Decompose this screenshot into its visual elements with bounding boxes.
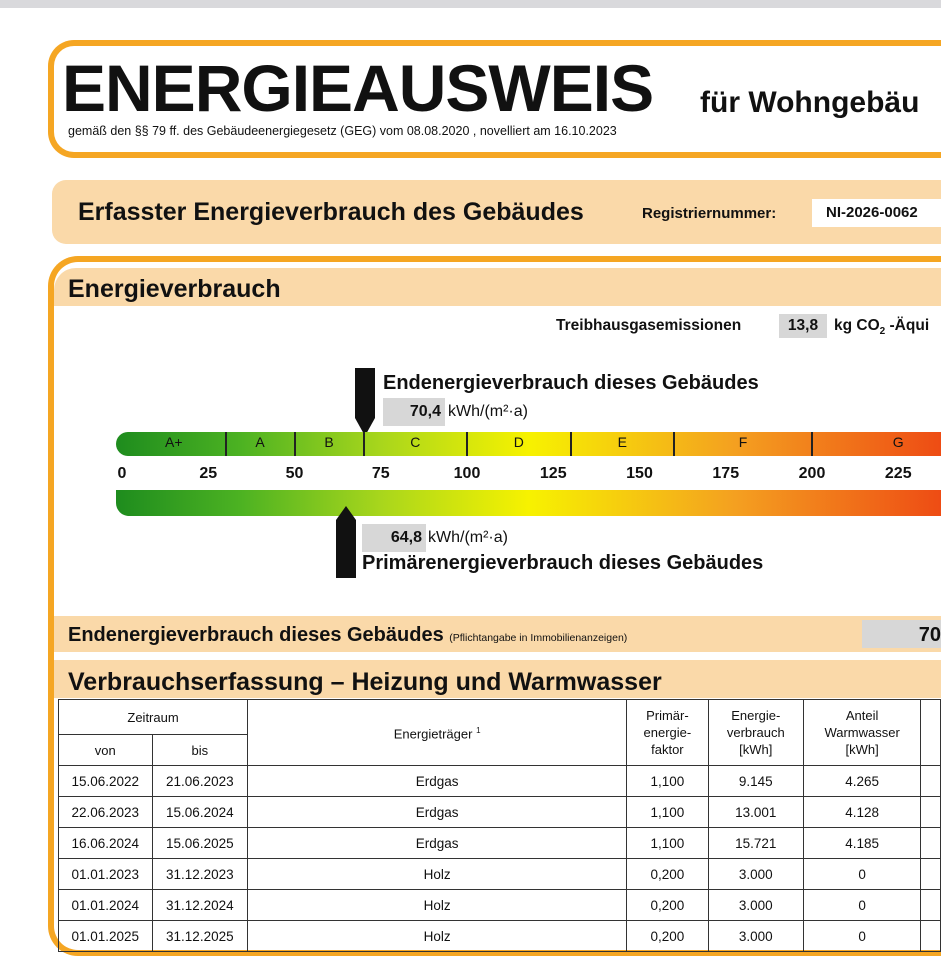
table-row — [59, 890, 941, 921]
document-subtitle: für Wohngebäu — [700, 86, 920, 119]
scale-tick: 150 — [626, 465, 653, 482]
end-energy-row — [54, 616, 941, 652]
energy-class-label: C — [410, 434, 421, 450]
energy-class-label: D — [513, 434, 524, 450]
cell-carrier: Erdgas — [248, 797, 627, 828]
primary-energy-unit: kWh/(m²·a) — [428, 529, 508, 546]
cell-to: 31.12.2025 — [152, 921, 248, 952]
cell-factor: 1,100 — [627, 766, 708, 797]
energy-class-label: E — [617, 434, 627, 450]
cell-consumption: 9.145 — [708, 766, 803, 797]
table-row — [59, 797, 941, 828]
energy-class-separator — [673, 432, 675, 456]
energy-class-label: A+ — [164, 434, 183, 450]
ghg-label: Treibhausgasemissionen — [556, 317, 742, 334]
cell-factor: 0,200 — [627, 890, 708, 921]
cell-consumption: 3.000 — [708, 921, 803, 952]
header-factor: Primär- energie- faktor — [627, 700, 708, 766]
scale-tick: 50 — [285, 465, 304, 482]
ghg-unit: kg $CO_2$ -Äqui — [834, 317, 930, 338]
section-energieverbrauch: Energieverbrauch — [54, 268, 941, 306]
cell-from: 01.01.2025 — [59, 921, 153, 952]
energy-class-label: B — [324, 434, 334, 450]
energy-class-separator — [811, 432, 813, 456]
cell-water: 0 — [803, 921, 920, 952]
energy-class-scale — [116, 432, 941, 456]
cell-factor: 1,100 — [627, 797, 708, 828]
cell-carrier: Holz — [248, 859, 627, 890]
end-energy-value: 70,4 — [383, 398, 445, 426]
cell-water: 0 — [803, 890, 920, 921]
energy-gradient-bar — [116, 490, 941, 516]
registration-number: NI-2026-0062 — [812, 199, 941, 227]
top-edge — [0, 0, 941, 8]
cell-consumption: 3.000 — [708, 890, 803, 921]
cell-consumption: 15.721 — [708, 828, 803, 859]
consumption-table — [58, 699, 941, 952]
registration-label: Registriernummer: — [642, 205, 777, 222]
cell-from: 16.06.2024 — [59, 828, 153, 859]
energy-class-separator — [570, 432, 572, 456]
ghg-value: 13,8 — [779, 314, 827, 338]
cell-carrier: Holz — [248, 921, 627, 952]
scale-tick: 75 — [371, 465, 390, 482]
cell-to: 15.06.2025 — [152, 828, 248, 859]
energy-class-separator — [225, 432, 227, 456]
end-energy-row-label: Endenergieverbrauch dieses Gebäudes — [68, 624, 444, 646]
scale-tick: 125 — [539, 465, 567, 482]
cell-from: 22.06.2023 — [59, 797, 153, 828]
energy-class-separator — [466, 432, 468, 456]
end-energy-row-value: 70 — [862, 620, 941, 648]
legal-basis-text: gemäß den §§ 79 ff. des Gebäudeenergiegesetz (GEG) vom 08.08.2020 , novelliert am 16.10.2023 — [68, 124, 617, 138]
cell-from: 15.06.2022 — [59, 766, 153, 797]
cell-extra — [921, 797, 941, 828]
cell-to: 15.06.2024 — [152, 797, 248, 828]
table-row — [59, 921, 941, 952]
end-energy-marker-icon — [350, 368, 380, 438]
header-carrier: Energieträger $^1$ — [248, 700, 627, 766]
table-row — [59, 828, 941, 859]
band-title: Erfasster Energieverbrauch des Gebäudes — [78, 198, 584, 226]
cell-carrier: Holz — [248, 890, 627, 921]
cell-from: 01.01.2024 — [59, 890, 153, 921]
energy-class-label: G — [892, 434, 904, 450]
cell-consumption: 3.000 — [708, 859, 803, 890]
scale-tick: 225 — [884, 465, 912, 482]
primary-energy-value: 64,8 — [362, 524, 426, 552]
cell-factor: 1,100 — [627, 828, 708, 859]
table-row — [59, 766, 941, 797]
scale-tick: 0 — [117, 465, 127, 482]
cell-consumption: 13.001 — [708, 797, 803, 828]
cell-extra — [921, 859, 941, 890]
cell-factor: 0,200 — [627, 921, 708, 952]
cell-from: 01.01.2023 — [59, 859, 153, 890]
scale-tick: 200 — [798, 465, 826, 482]
energy-class-separator — [294, 432, 296, 456]
header-warm-water: Anteil Warmwasser [kWh] — [803, 700, 920, 766]
cell-carrier: Erdgas — [248, 828, 627, 859]
primary-energy-marker-icon — [331, 506, 361, 578]
cell-extra — [921, 890, 941, 921]
cell-water: 4.128 — [803, 797, 920, 828]
cell-to: 21.06.2023 — [152, 766, 248, 797]
cell-extra — [921, 921, 941, 952]
primary-energy-label: Primärenergieverbrauch dieses Gebäudes — [362, 552, 764, 574]
cell-to: 31.12.2024 — [152, 890, 248, 921]
scale-tick: 175 — [712, 465, 740, 482]
document-title: ENERGIEAUSWEIS — [62, 51, 654, 125]
table-row — [59, 859, 941, 890]
cell-carrier: Erdgas — [248, 766, 627, 797]
cell-water: 0 — [803, 859, 920, 890]
header-to: bis — [152, 735, 248, 766]
energy-class-separator — [363, 432, 365, 456]
cell-water: 4.265 — [803, 766, 920, 797]
cell-water: 4.185 — [803, 828, 920, 859]
scale-tick: 100 — [453, 465, 481, 482]
header-consumption: Energie- verbrauch [kWh] — [708, 700, 803, 766]
header-from: von — [59, 735, 153, 766]
energy-class-label: F — [738, 434, 748, 450]
scale-tick: 25 — [199, 465, 218, 482]
cell-extra — [921, 766, 941, 797]
cell-factor: 0,200 — [627, 859, 708, 890]
end-energy-label: Endenergieverbrauch dieses Gebäudes — [383, 372, 759, 394]
header-period: Zeitraum — [59, 700, 248, 735]
energy-class-label: A — [255, 434, 265, 450]
cell-extra — [921, 828, 941, 859]
header-extra — [921, 700, 941, 766]
end-energy-row-note: (Pflichtangabe in Immobilienanzeigen) — [449, 632, 628, 644]
section-verbrauchserfassung: Verbrauchserfassung – Heizung und Warmwasser — [54, 660, 941, 698]
end-energy-unit: kWh/(m²·a) — [448, 403, 528, 420]
cell-to: 31.12.2023 — [152, 859, 248, 890]
